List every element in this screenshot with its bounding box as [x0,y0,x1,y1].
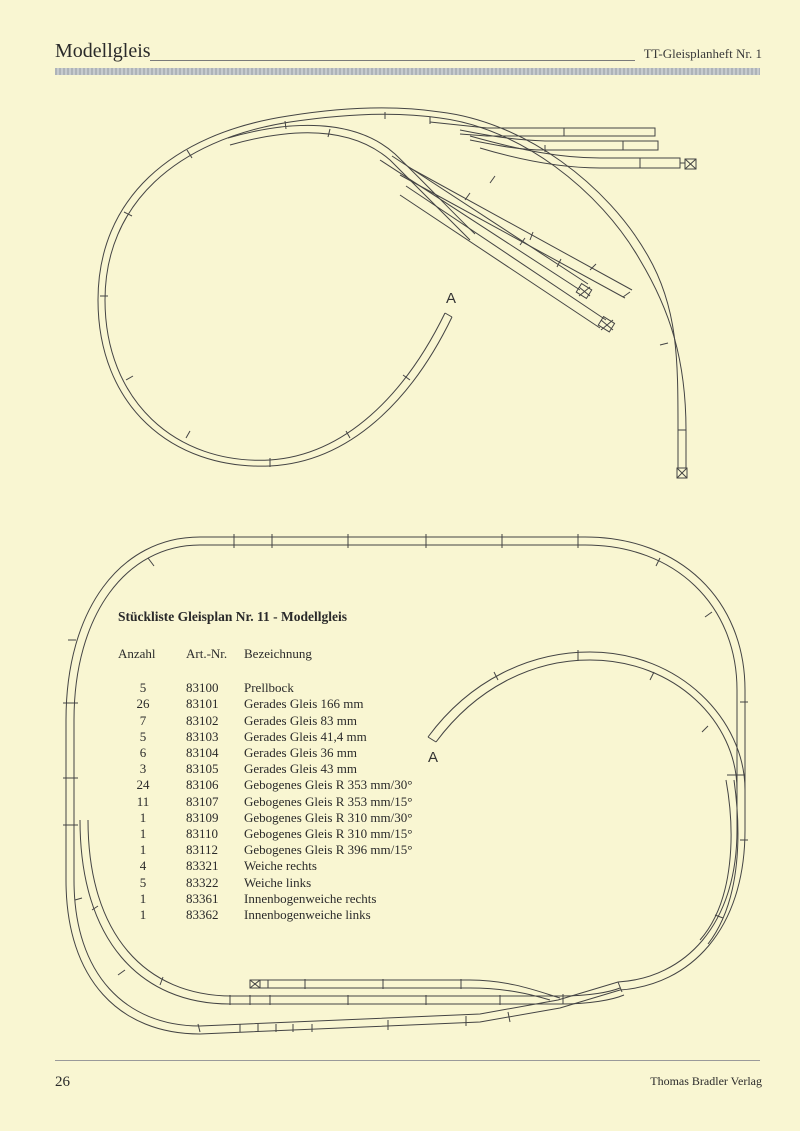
part-article-number: 83110 [186,826,219,842]
part-description: Gerades Gleis 166 mm [244,696,364,712]
parts-table [118,646,412,923]
part-article-number: 83103 [186,728,219,744]
bottom-curve-to-A-inner [436,660,737,790]
point-label-top: A [446,290,457,307]
part-description: Gerades Gleis 83 mm [244,712,358,728]
part-quantity: 5 [139,728,147,744]
column-header-name: Bezeichnung [244,646,312,661]
table-row [118,842,412,858]
table-row [118,875,412,891]
part-description: Gebogenes Gleis R 353 mm/15° [244,793,413,809]
part-quantity: 26 [136,696,150,712]
part-description: Weiche rechts [244,858,317,874]
part-quantity: 1 [139,809,147,825]
part-quantity: 5 [139,680,147,696]
part-description: Weiche links [244,874,312,890]
table-row [118,826,412,842]
part-article-number: 83361 [186,890,219,906]
table-row [118,680,412,696]
part-description: Innenbogenweiche links [244,907,371,923]
table-row [118,713,412,729]
part-article-number: 83321 [186,858,219,874]
part-article-number: 83101 [186,696,219,712]
top-branch-curve-inner [228,125,475,234]
part-article-number: 83109 [186,809,219,825]
part-description: Gebogenes Gleis R 396 mm/15° [244,842,413,858]
table-row [118,696,412,712]
parts-table-body [118,680,412,923]
top-loop-inner [98,108,452,466]
table-row [118,810,412,826]
part-quantity: 1 [139,826,147,842]
parts-list-title: Stückliste Gleisplan Nr. 11 - Modellgleis [118,609,348,624]
part-description: Gerades Gleis 41,4 mm [244,728,367,744]
table-row [118,891,412,907]
part-article-number: 83105 [186,761,219,777]
table-row [118,761,412,777]
part-description: Gerades Gleis 43 mm [244,761,358,777]
table-row [118,907,412,923]
column-header-qty: Anzahl [118,646,156,661]
top-loop-outer [105,114,445,460]
publisher: Thomas Bradler Verlag [650,1074,762,1088]
part-article-number: 83112 [186,842,219,858]
part-description: Prellbock [244,680,294,696]
page-title: Modellgleis [55,40,151,62]
bottom-curve-to-A-outer [428,652,745,790]
part-article-number: 83102 [186,712,219,728]
part-quantity: 24 [136,777,150,793]
part-quantity: 1 [139,907,147,923]
part-article-number: 83322 [186,874,219,890]
table-row [118,777,412,793]
top-siding-1 [430,122,655,136]
bottom-siding [268,980,560,998]
part-description: Gebogenes Gleis R 353 mm/30° [244,777,413,793]
top-siding-2 [460,130,658,150]
parts-list [118,609,412,923]
top-main-curve-outer [440,118,686,468]
parts-table-header [118,646,412,680]
part-article-number: 83104 [186,745,219,761]
part-quantity: 1 [139,842,147,858]
part-quantity: 1 [139,890,147,906]
part-quantity: 7 [139,712,147,728]
part-description: Gebogenes Gleis R 310 mm/30° [244,809,413,825]
part-quantity: 5 [139,874,147,890]
part-description: Gerades Gleis 36 mm [244,745,358,761]
part-article-number: 83362 [186,907,219,923]
part-quantity: 6 [139,745,147,761]
point-label-bottom: A [428,749,439,766]
table-row [118,745,412,761]
part-article-number: 83107 [186,793,219,809]
page-number: 26 [55,1074,70,1090]
part-description: Gebogenes Gleis R 310 mm/15° [244,826,413,842]
table-row [118,729,412,745]
top-track-plan [98,108,696,478]
part-quantity: 11 [136,793,150,809]
part-description: Innenbogenweiche rechts [244,890,377,906]
part-quantity: 4 [139,858,147,874]
series-title: TT-Gleisplanheft Nr. 1 [643,46,762,61]
part-article-number: 83106 [186,777,219,793]
footer-rule [55,1060,760,1061]
part-article-number: 83100 [186,680,219,696]
part-quantity: 3 [139,761,147,777]
table-row [118,794,412,810]
top-branch-curve-outer [230,133,470,240]
column-header-art: Art.-Nr. [186,646,228,661]
table-row [118,858,412,874]
